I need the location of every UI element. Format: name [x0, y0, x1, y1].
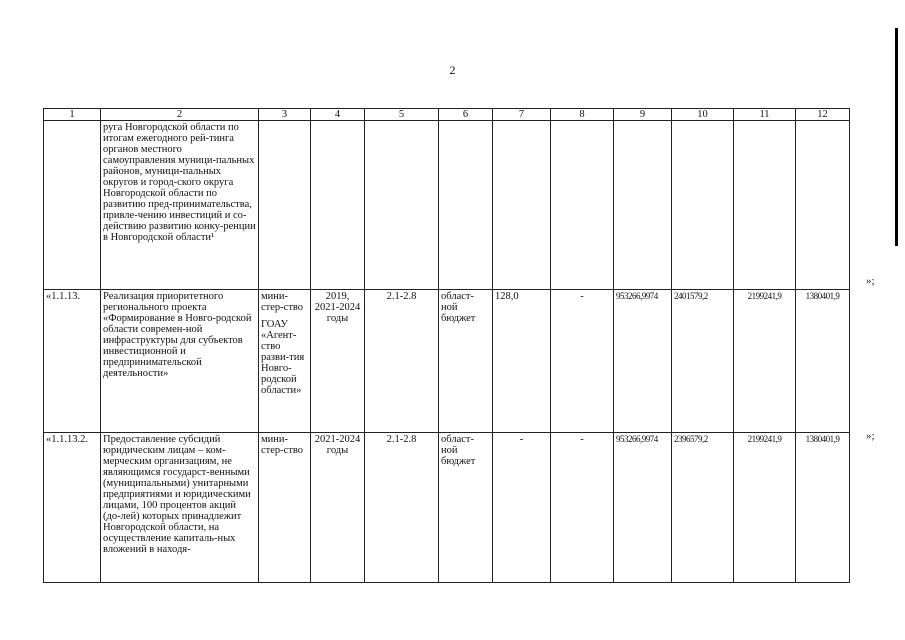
col-header-9: 9: [614, 109, 672, 121]
col-header-11: 11: [734, 109, 796, 121]
executor-primary: мини-стер-ство: [261, 291, 304, 313]
table-row: [44, 290, 850, 433]
amount-2024-cell: [796, 121, 850, 290]
period-cell: 2019, 2021-2024 годы: [311, 290, 365, 433]
amount-2021-cell: [614, 121, 672, 290]
executor-secondary: ГОАУ «Агент-ство разви-тия Новго-родской области»: [261, 319, 305, 396]
amount-2019-cell: [493, 121, 551, 290]
item-description: Предоставление субсидий юридическим лицам – ком-мерческим организациям, не являющимся государст-венными (муниципальными) унитарными предприятиями и юридическими лицами, 100 процентов акций (до-лей) которых принадлежит Новгородской области, на осуществление капиталь-ных вложений в находя-: [101, 433, 259, 583]
page-edge-line: [895, 28, 898, 246]
amount-2024-cell: 1380401,9: [796, 433, 850, 583]
period-cell: [311, 121, 365, 290]
amount-2021-cell: 953266,9974: [614, 290, 672, 433]
amount-2022-cell: 2401579,2: [672, 290, 734, 433]
row-closer-2: »;: [866, 430, 875, 442]
table-row: [44, 433, 850, 583]
executor-cell: [259, 121, 311, 290]
item-number: [44, 121, 101, 290]
amount-2020-cell: -: [551, 290, 614, 433]
target-indicator-cell: 2.1-2.8: [365, 290, 439, 433]
amount-2023-cell: 2199241,9: [734, 433, 796, 583]
amount-2020-cell: -: [551, 433, 614, 583]
amount-2020-cell: [551, 121, 614, 290]
col-header-10: 10: [672, 109, 734, 121]
period-cell: 2021-2024 годы: [311, 433, 365, 583]
col-header-1: 1: [44, 109, 101, 121]
item-description: руга Новгородской области по итогам ежегодного рей-тинга органов местного самоуправления муници-пальных районов, муници-пальных округов и город-ского округа Новгородской области по развитию пред-принимательства, привле-чению инвестиций и со-действию развитию конку-ренции в Новгородской области¹: [101, 121, 259, 290]
col-header-2: 2: [101, 109, 259, 121]
page-number: 2: [449, 63, 456, 77]
col-header-8: 8: [551, 109, 614, 121]
row-closer-1: »;: [866, 275, 875, 287]
amount-2019-cell: -: [493, 433, 551, 583]
amount-2023-cell: 2199241,9: [734, 290, 796, 433]
funding-source-cell: [439, 121, 493, 290]
col-header-12: 12: [796, 109, 850, 121]
target-indicator-cell: [365, 121, 439, 290]
amount-2022-cell: 2396579,2: [672, 433, 734, 583]
col-header-3: 3: [259, 109, 311, 121]
executor-cell: [259, 290, 311, 433]
amount-2024-cell: 1380401,9: [796, 290, 850, 433]
executor-cell: [259, 433, 311, 583]
funding-source-cell: област-ной бюджет: [439, 433, 493, 583]
program-table: [43, 108, 850, 583]
table-row: [44, 121, 850, 290]
col-header-7: 7: [493, 109, 551, 121]
header-row: [44, 109, 850, 121]
amount-2019-cell: 128,0: [493, 290, 551, 433]
amount-2021-cell: 953266,9974: [614, 433, 672, 583]
amount-2023-cell: [734, 121, 796, 290]
executor-primary: мини-стер-ство: [261, 434, 304, 456]
col-header-4: 4: [311, 109, 365, 121]
funding-source-cell: област-ной бюджет: [439, 290, 493, 433]
target-indicator-cell: 2.1-2.8: [365, 433, 439, 583]
col-header-6: 6: [439, 109, 493, 121]
item-description: Реализация приоритетного регионального проекта «Формирование в Новго-родской области современ-ной инфраструктуры для субъектов инвестиционной и предпринимательской деятельности»: [101, 290, 259, 433]
item-number: «1.1.13.: [44, 290, 101, 433]
item-number: «1.1.13.2.: [44, 433, 101, 583]
amount-2022-cell: [672, 121, 734, 290]
col-header-5: 5: [365, 109, 439, 121]
